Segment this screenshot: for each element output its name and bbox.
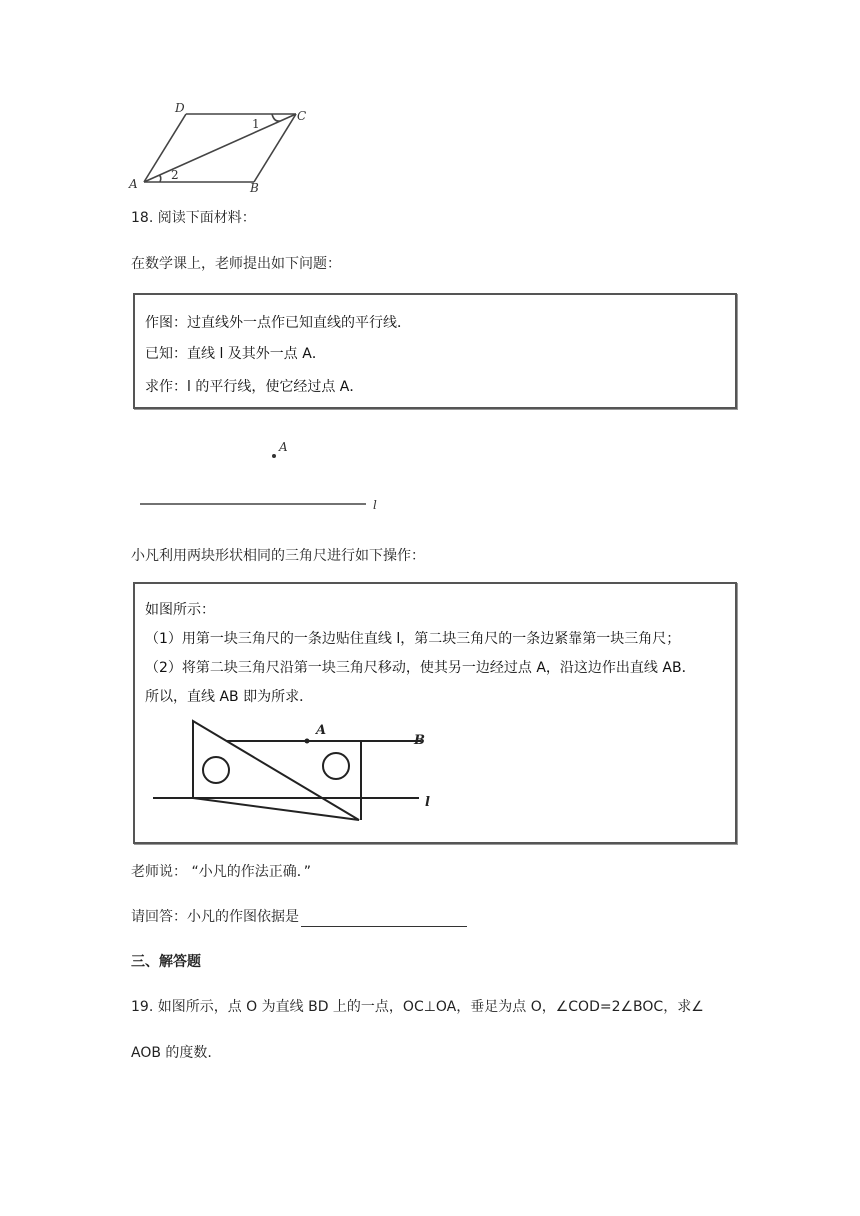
angle-1-arc [272, 114, 280, 121]
label-a: A [316, 723, 327, 738]
question-19-line-2: AOB 的度数. [131, 1045, 212, 1061]
label-d: D [175, 101, 185, 115]
label-l: l [425, 795, 430, 810]
method-line-1: 如图所示： [145, 602, 215, 618]
answer-line [131, 907, 467, 927]
point-line-figure [130, 436, 400, 516]
label-a: A [129, 177, 138, 191]
question-19-line-1: 19. 如图所示，点 O 为直线 BD 上的一点，OC⊥OA，垂足为点 O，∠COD=2∠BOC，求∠ [131, 999, 704, 1015]
diagonal-ac [144, 114, 296, 182]
set-square-hole-left [203, 757, 229, 783]
xiaofan-intro: 小凡利用两块形状相同的三角尺进行如下操作： [131, 548, 425, 564]
answer-blank[interactable] [301, 910, 467, 927]
first-set-square [193, 721, 359, 820]
point-a-label: A [279, 440, 288, 454]
question-18-title: 18. 阅读下面材料： [131, 210, 256, 226]
point-a [272, 454, 276, 458]
label-b: B [414, 733, 425, 748]
problem-line-2: 已知：直线 l 及其外一点 A． [145, 346, 326, 362]
parallelogram-figure [126, 100, 316, 196]
problem-box [133, 293, 737, 409]
angle-2-arc [159, 175, 161, 182]
problem-line-1: 作图：过直线外一点作已知直线的平行线． [145, 315, 411, 331]
method-line-3: （2）将第二块三角尺沿第一块三角尺移动，使其另一边经过点 A，沿这边作出直线 AB． [145, 660, 696, 676]
answer-prompt: 请回答：小凡的作图依据是 [131, 909, 299, 925]
teacher-says: 老师说： “小凡的作法正确．” [131, 864, 311, 880]
problem-line-3: 求作：l 的平行线，使它经过点 A． [145, 379, 364, 395]
label-angle-2: 2 [171, 168, 179, 182]
set-square-figure [149, 716, 449, 826]
label-angle-1: 1 [252, 117, 260, 131]
method-line-2: （1）用第一块三角尺的一条边贴住直线 l，第二块三角尺的一条边紧靠第一块三角尺； [145, 631, 681, 647]
set-square-hole-right [323, 753, 349, 779]
method-box [133, 582, 737, 844]
section-3-heading: 三、解答题 [131, 954, 201, 970]
line-l-label: l [373, 498, 377, 512]
point-a-dot [305, 739, 310, 744]
label-c: C [297, 109, 307, 123]
method-line-4: 所以，直线 AB 即为所求． [145, 689, 314, 705]
question-18-intro: 在数学课上，老师提出如下问题： [131, 256, 341, 272]
label-b: B [250, 181, 259, 195]
